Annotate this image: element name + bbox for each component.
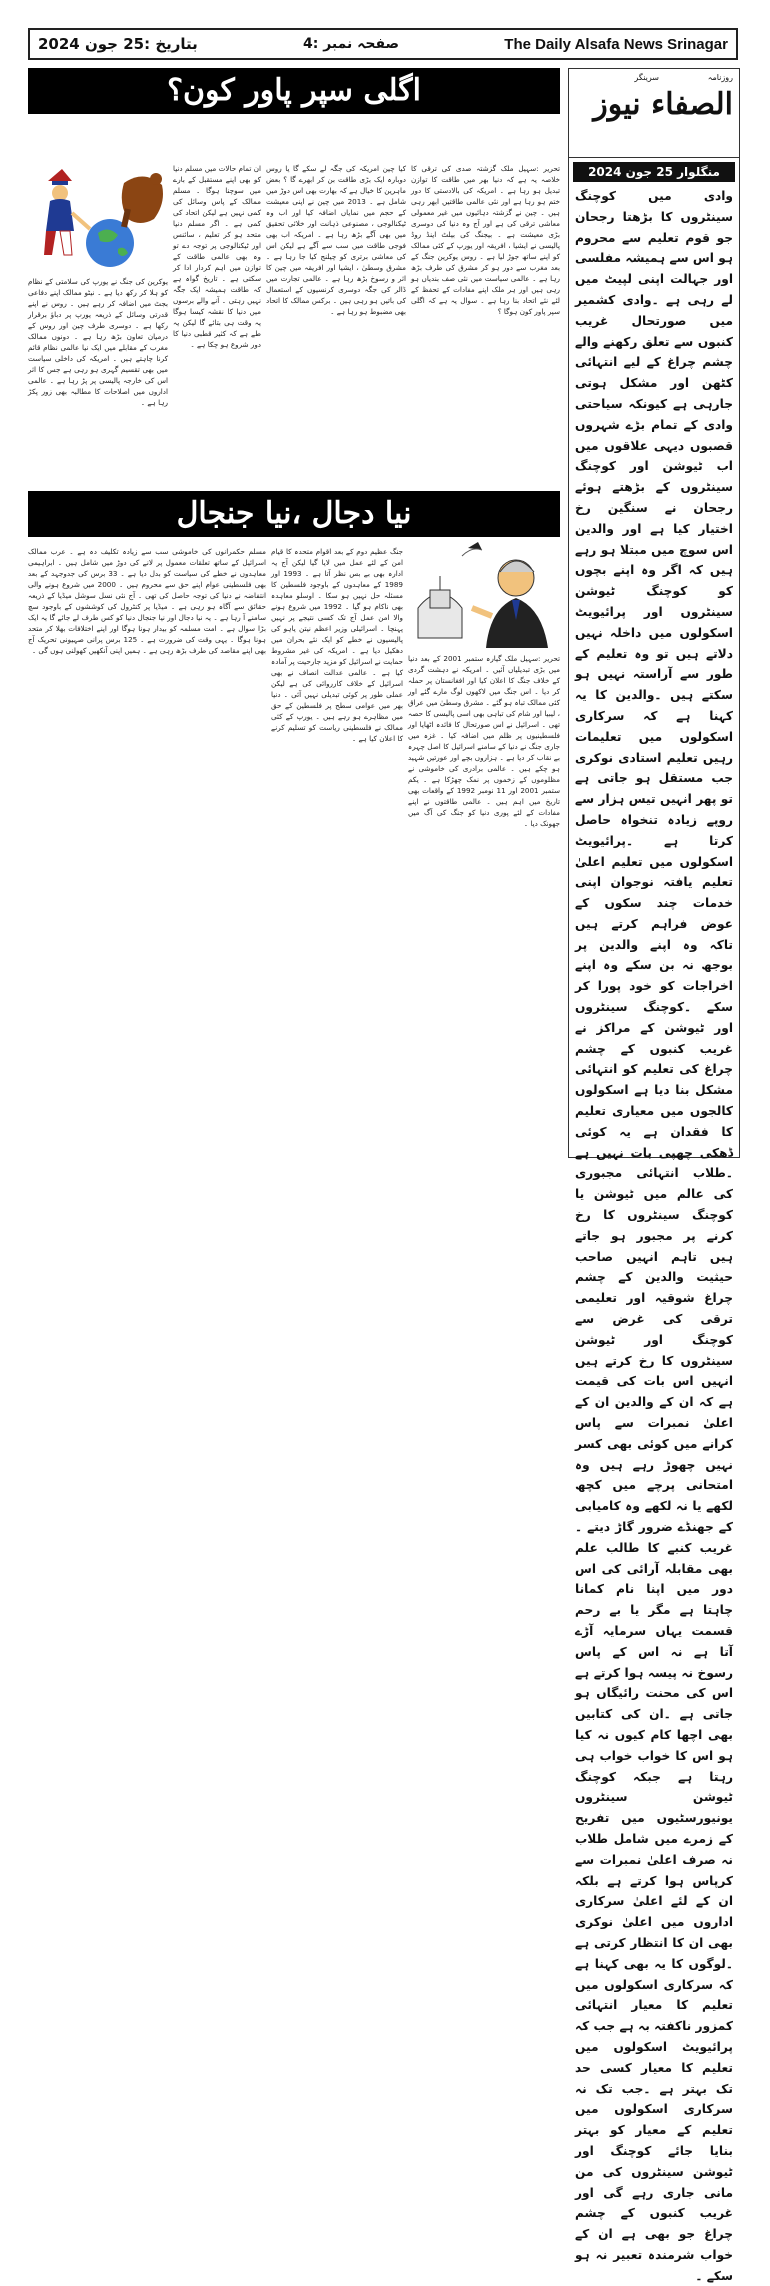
article1-column-5: یوکرین کی جنگ نے یورپ کی سلامتی کے نظام کو ہلا کر رکھ دیا ہے ۔ نیٹو ممالک اپنے دفاعی بجٹ میں اضافہ کر رہے ہیں ۔ روس نے اپنے قدرتی وسائل کے ذریعہ یورپ پر دباؤ برقرار رکھا ہے ۔ دوسری طرف چین اور روس کے درمیان تعاون بڑھ رہا ہے ۔ دونوں ممالک مغرب کے مقابلے میں ایک نیا عالمی نظام قائم کرنا چاہتے ہیں ۔ امریکہ کی داخلی سیاست میں بھی تقسیم گہری ہو رہی ہے جس کا اثر اس کی خارجہ پالیسی پر پڑ رہا ہے ۔ عالمی اداروں میں اصلاحات کا مطالبہ بھی زور پکڑ رہا ہے ۔: [28, 277, 168, 407]
article1-headline: اگلی سپر پاور کون؟: [28, 68, 560, 114]
newspaper-page: [28, 28, 744, 2283]
alsafa-logo: الصفاء نیوز: [593, 87, 733, 122]
cartoon-netanyahu-capitol: [408, 538, 560, 648]
sidebar-date: منگلوار 25 جون 2024: [573, 162, 735, 182]
article2-headline: نیا دجال ،نیا جنجال: [28, 491, 560, 537]
article2-column-1: تحریر :سہیل ملک گیارہ ستمبر 2001 کے بعد دنیا میں بڑی تبدیلیاں آئیں ۔ امریکہ نے دہشت گردی کے خلاف جنگ کا اعلان کیا اور افغانستان پر حملہ کر دیا ۔ اس جنگ میں لاکھوں لوگ مارے گئے اور کئی ممالک تباہ ہو گئے ۔ مشرق وسطیٰ میں عراق ، لیبیا اور شام کی تباہی بھی اسی پالیسی کا حصہ تھی ۔ اسرائیل نے اس صورتحال کا فائدہ اٹھایا اور فلسطینیوں پر ظلم میں اضافہ کیا ۔ غزہ میں جاری جنگ نے دنیا کے سامنے اسرائیل کا اصل چہرہ بے نقاب کر دیا ہے ۔ ہزاروں بچے اور عورتیں شہید ہو چکے ہیں ۔ عالمی برادری کی خاموشی نے مظلوموں کے زخموں پر نمک چھڑکا ہے ۔ یکم ستمبر 2001 اور 11 نومبر 1992 کے واقعات بھی تاریخ میں اہم ہیں ۔ عالمی طاقتوں نے اپنے مفادات کے لئے پوری دنیا کو جنگ کی آگ میں جھونک دیا ۔: [408, 654, 560, 828]
article2-column-3: مسلم حکمرانوں کی خاموشی سب سے زیادہ تکلیف دہ ہے ۔ عرب ممالک اسرائیل کے ساتھ تعلقات معمول پر لانے کی دوڑ میں شامل ہیں ۔ ابراہیمی معاہدوں نے خطے کی سیاست کو بدل دیا ہے ۔ 33 برس کی جدوجہد کے بعد بھی فلسطینی عوام اپنے حق سے محروم ہیں ۔ 2000 میں شروع ہونے والی انتفاضہ نے دنیا کی توجہ حاصل کی تھی ۔ آج نئی نسل سوشل میڈیا کے ذریعہ حقائق سے آگاہ ہو رہی ہے ۔ میڈیا پر کنٹرول کی کوششوں کے باوجود سچ سامنے آ رہا ہے ۔ یہ نیا دجال اور نیا جنجال دنیا کو کس طرف لے جائے گا یہ ایک بڑا سوال ہے ۔ امت مسلمہ کو بیدار ہونا ہوگا اور اپنے اختلافات بھلا کر متحد ہونا ہوگا ۔ یہی وقت کی ضرورت ہے ۔ 125 برس پرانی صہیونی تحریک آج بھی اپنے مقاصد کی طرف بڑھ رہی ہے ۔ ہمیں اپنی آنکھیں کھولنی ہوں گی ۔: [28, 547, 266, 655]
cartoon-uncle-sam-bear: [28, 163, 168, 273]
article2-column-2: جنگ عظیم دوم کے بعد اقوام متحدہ کا قیام امن کے لئے عمل میں لایا گیا لیکن آج یہ ادارہ بھی بے بس نظر آتا ہے ۔ 1993 اور 1989 کے معاہدوں کے باوجود فلسطین کا مسئلہ حل نہیں ہو سکا ۔ اوسلو معاہدہ بھی ناکام ہو گیا ۔ 1992 میں شروع ہونے والا امن عمل آج تک کسی نتیجے پر نہیں پہنچا ۔ اسرائیلی وزیر اعظم نیتن یاہو کی پالیسیوں نے خطے کو ایک نئے بحران میں دھکیل دیا ہے ۔ امریکہ کی غیر مشروط حمایت نے اسرائیل کو مزید جارحیت پر آمادہ کیا ہے ۔ عالمی عدالت انصاف نے بھی اسرائیل کے خلاف کارروائی کی ہے لیکن عملی طور پر کوئی تبدیلی نہیں آئی ۔ دنیا بھر میں عوامی سطح پر فلسطین کے حق میں مظاہرے ہو رہے ہیں ۔ یورپ کے کئی ممالک نے فلسطینی ریاست کو تسلیم کرنے کا اعلان کیا ہے ۔: [271, 547, 403, 743]
newspaper-name: The Daily Alsafa News Srinagar: [504, 35, 728, 53]
article1-column-1: تحریر :سہیل ملک گزشتہ صدی کی ترقی کا خلاصہ یہ ہے کہ دنیا بھر میں طاقت کا توازن تبدیل ہو رہا ہے ۔ امریکہ کی بالادستی کا دور ختم ہو رہا ہے اور نئی عالمی طاقتیں ابھر رہی ہیں ۔ چین نے گزشتہ دہائیوں میں غیر معمولی معاشی ترقی کی ہے اور آج وہ دنیا کی دوسری بڑی معیشت ہے ۔ بیجنگ کی بیلٹ اینڈ روڈ پالیسی نے ایشیا ، افریقہ اور یورپ کے کئی ممالک کو اپنے ساتھ جوڑ لیا ہے ۔ روس یوکرین جنگ کے بعد مغرب سے دور ہو کر مشرق کی طرف بڑھ رہا ہے ۔ عالمی سیاست میں نئی صف بندیاں ہو رہی ہیں اور ہر ملک اپنے مفادات کے تحفظ کے لئے نئے اتحاد بنا رہا ہے ۔ سوال یہ ہے کہ اگلی سپر پاور کون ہوگا ؟: [411, 164, 560, 316]
srinagar-label: سرینگر: [634, 73, 659, 82]
editorial-text: وادی میں کوچنگ سینٹروں کا بڑھتا رجحان جو قوم تعلیم سے محروم ہو اس سے ہمیشہ مفلسی اور جہالت اپنی لپیٹ میں لے رہی ہے ۔وادی کشمیر میں صورتحال غریب کنبوں سے تعلق رکھنے والے چشم چراغ کے لیے انتہائی کٹھن اور مشکل ہوتی جارہی ہے کیونکہ سیاحتی وادی کے تمام بڑے شہروں قصبوں دیہی علاقوں میں اب ٹیوشن اور کوچنگ سینٹروں کے بڑھتے ہوئے رجحان نے سنگین رخ اختیار کیا ہے اور والدین اس سوچ میں مبتلا ہو رہے ہیں کہ اگر وہ اپنے بچوں کو کوچنگ ٹیوشن سینٹروں اور پرائیویٹ اسکولوں میں داخلہ نہیں دلاتے ہیں تو وہ تعلیم کے طور سے آراستہ نہیں ہو سکتے ہیں ۔والدین کا یہ کہنا ہے کہ سرکاری اسکولوں میں تعلیمات رہیں تعلیم استادی نوکری جب مستقل ہو جاتی ہے تو پھر انہیں تیس ہزار سے روپے زیادہ تنخواہ حاصل کرتا ہے ۔پرائیویٹ اسکولوں میں تعلیم اعلیٰ تعلیم یافتہ نوجوان اپنی خدمات چند سکوں کے عوض فراہم کرتے ہیں تاکہ وہ اپنے والدین پر بوجھ نہ بن سکے وہ اپنے اخراجات کو خود پورا کر سکے ۔کوچنگ سینٹروں اور ٹیوشن کے مراکز نے غریب کنبوں کے چشم چراغ کی تعلیم کو انتہائی مشکل بنا دیا ہے اسکولوں کالجوں میں معیاری تعلیم کا فقدان ہے یہ کوئی ڈھکی چھپی بات نہیں ہے ۔طلاب انتہائی مجبوری کی عالم میں ٹیوشن یا کوچنگ سینٹروں کا رخ کرنے پر مجبور ہو جاتے ہیں تاہم انہیں صاحب حیثیت والدین کے چشم چراغ شوقیہ اور تعلیمی ترقی کی غرض سے کوچنگ اور ٹیوشن سینٹروں کا رخ کرتے ہیں انہیں اس بات کی قیمت ہے کہ ان کے والدین ان کے اعلیٰ نمبرات سے پاس کرانے میں کوئی بھی کسر نہیں چھوڑ رہے ہیں وہ امتحانی پرچے میں کچھ لکھے یا نہ لکھے وہ کامیابی کے جھنڈے ضرور گاڑ دیتے ۔غریب کنبے کا طالب علم بھی مقابلہ آرائی کی اس دور میں اپنا نام کمانا چاہتا ہے مگر یا بے رحم قسمت یہاں سرمایہ آڑے آتا ہے نہ اس کے پاس رسوخ نہ پیسہ ہوا کرتے ہے اس کی محنت رائیگاں ہو جاتی ہے ۔ان کی کتابیں بھی اچھا کام کیوں نہ کیا ہو اس کا خواب خواب ہی رہتا ہے جبکہ کوچنگ ٹیوشن سینٹروں یونیورسٹیوں میں تفریح کے زمرے میں شامل طلاب نہ صرف اعلیٰ نمبرات سے کرپاس ہوا کرتے ہے بلکہ ان کے لئے اعلیٰ سرکاری اداروں میں اعلیٰ نوکری بھی ان کا انتظار کرتی ہے ۔لوگوں کا یہ بھی کہنا ہے کہ سرکاری اسکولوں میں تعلیم کا معیار انتہائی کمزور ناکفتہ بہ ہے جب کہ پرائیویٹ اسکولوں میں تعلیم کا معیار کسی حد تک بہتر ہے ۔جب تک نہ سرکاری اسکولوں میں تعلیم کے معیار کو بہتر بنایا جائے کوچنگ اور ٹیوشن سینٹروں کی من مانی جاری رہے گی اور غریب کنبوں کے چشم چراغ جو بھی ہے ان کے خواب شرمندہ تعبیر نہ ہو سکے ۔: [575, 189, 733, 2283]
page-number: صفحہ نمبر :4: [303, 36, 400, 52]
page-header: [28, 28, 738, 60]
roznama-label: روزنامہ: [707, 73, 733, 82]
header-date: بتاریخ :25 جون 2024: [38, 35, 198, 53]
article1-column-2: کیا چین امریکہ کی جگہ لے سکے گا یا روس دوبارہ ایک بڑی طاقت بن کر ابھرے گا ؟ بعض ماہرین کا خیال ہے کہ بھارت بھی اس دوڑ میں شامل ہے ۔ 2013 میں چین نے اپنی معیشت کے حجم میں نمایاں اضافہ کیا اور اب وہ ٹیکنالوجی ، مصنوعی ذہانت اور خلائی تحقیق میں بھی آگے بڑھ رہا ہے ۔ امریکہ اب بھی فوجی طاقت میں سب سے آگے ہے لیکن اس کی معاشی برتری کو چیلنج کیا جا رہا ہے ۔ مشرق وسطیٰ ، ایشیا اور افریقہ میں چین کا اثر و رسوخ بڑھ رہا ہے ۔ عالمی تجارت میں ڈالر کی جگہ دوسری کرنسیوں کے استعمال کی باتیں ہو رہی ہیں ۔ برکس ممالک کا اتحاد بھی مضبوط ہو رہا ہے ۔: [266, 164, 406, 316]
sidebar-editorial: [568, 68, 740, 2283]
article1-column-4: ان تمام حالات میں مسلم دنیا کو بھی اپنے مستقبل کے بارے میں سوچنا ہوگا ۔ مسلم ممالک کے پاس وسائل کی کمی نہیں ہے لیکن اتحاد کی کمی ہے ۔ اگر مسلم دنیا متحد ہو کر تعلیم ، سائنس اور ٹیکنالوجی پر توجہ دے تو وہ بھی عالمی طاقت کے توازن میں اہم کردار ادا کر سکتی ہے ۔ تاریخ گواہ ہے کہ طاقت ہمیشہ ایک جگہ نہیں رہتی ۔ آنے والے برسوں میں دنیا کا نقشہ کیسا ہوگا یہ وقت ہی بتائے گا لیکن یہ طے ہے کہ کثیر قطبی دنیا کا دور شروع ہو چکا ہے ۔: [173, 164, 261, 349]
masthead: [569, 69, 739, 158]
